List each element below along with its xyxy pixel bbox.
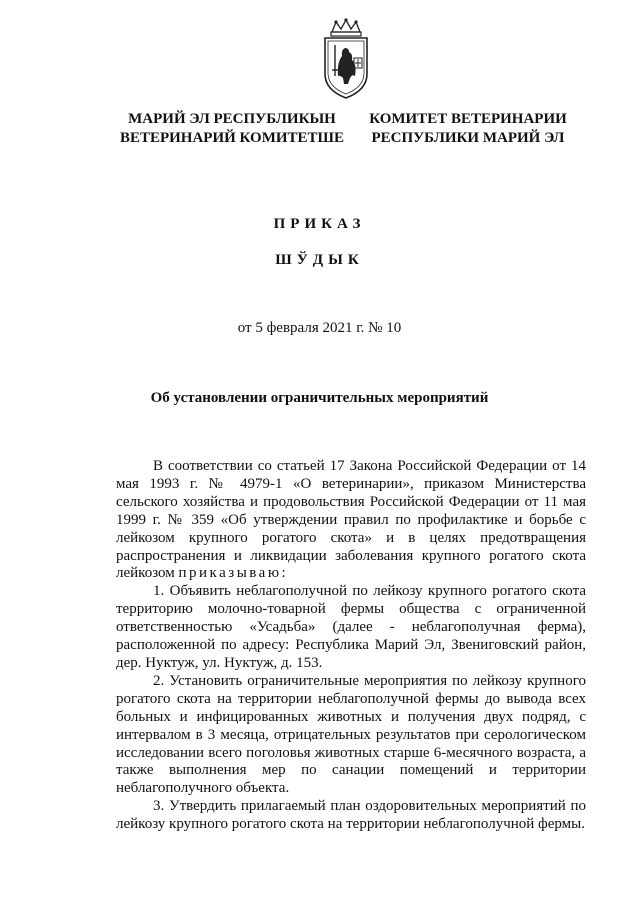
order-word: приказываю:	[178, 565, 289, 582]
order-title-ru: ПРИКАЗ	[273, 216, 366, 232]
preamble-text: В соответствии со статьей 17 Закона Российской Федерации от 14 мая 1993 г. № 4979-1 «О ветеринарии», приказом Министерства сельского хозяйства и продовольствия Российской Федерации от 11 мая 1999 г. № 359 «Об утверждении правил по профилактике и борьбе с лейкозом крупного рогатого скота» и в целях предотвращения распространения и ликвидации заболевания крупного рогатого скота лейкозом	[116, 458, 586, 582]
item-2: 2. Установить ограничительные мероприятия по лейкозу крупного рогатого скота на территории неблагополучной фермы до вывода всех больных и инфицированных животных и получения двух подряд, с интервалом в 3 месяца, отрицательных результатов при серологическом исследовании всего поголовья животных старше 6-месячного возраста, а также выполнения мер по санации помещений и территории неблагополучного объекта.	[116, 672, 586, 797]
order-body	[116, 458, 586, 834]
order-title-mari: ШЎДЫК	[275, 252, 364, 268]
header-left-block	[112, 110, 352, 148]
order-date: от 5 февраля 2021 г. № 10	[237, 320, 402, 336]
preamble-paragraph	[116, 458, 586, 583]
header-left-line1: МАРИЙ ЭЛ РЕСПУБЛИКЫН	[128, 111, 336, 127]
item-3: 3. Утвердить прилагаемый план оздоровительных мероприятий по лейкозу крупного рогатого скота на территории неблагополучной фермы.	[116, 798, 586, 833]
item-1: 1. Объявить неблагополучной по лейкозу крупного рогатого скота территорию молочно-товарной фермы общества с ограниченной ответственностью «Усадьба» (далее - неблагополучная ферма), расположенной по адресу: Республика Марий Эл, Звениговский район, дер. Нуктуж, ул. Нуктуж, д. 153.	[116, 583, 586, 671]
header-right-line2: РЕСПУБЛИКИ МАРИЙ ЭЛ	[371, 130, 565, 146]
order-subject: Об установлении ограничительных мероприятий	[150, 390, 489, 406]
header-right-line1: КОМИТЕТ ВЕТЕРИНАРИИ	[369, 111, 567, 127]
header-right-block	[368, 110, 568, 148]
coat-of-arms-icon	[318, 18, 374, 100]
header-left-line2: ВЕТЕРИНАРИЙ КОМИТЕТШЕ	[119, 130, 345, 146]
